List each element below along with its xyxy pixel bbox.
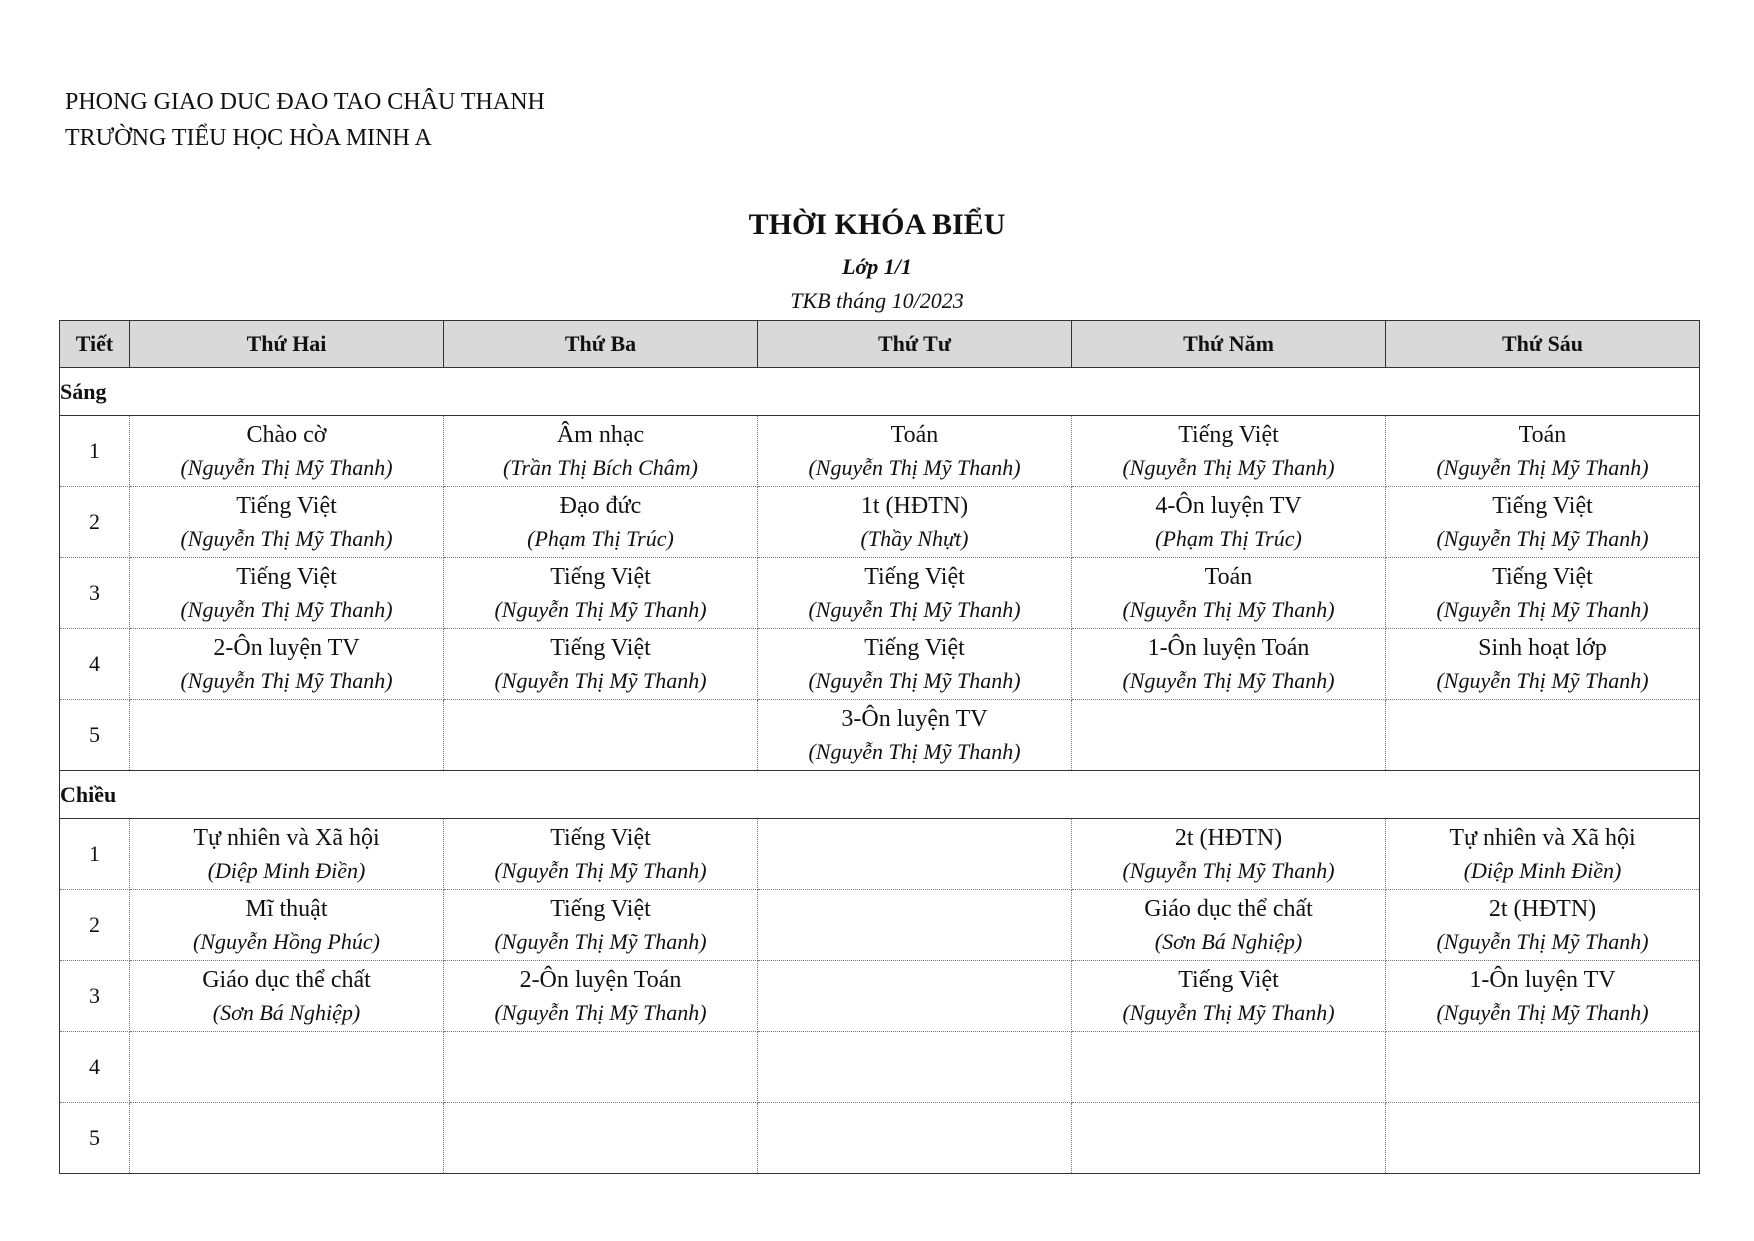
teacher-name: (Nguyễn Thị Mỹ Thanh): [1122, 1000, 1335, 1025]
teacher-name: (Nguyễn Thị Mỹ Thanh): [494, 929, 707, 954]
department-name: PHONG GIAO DUC ĐAO TAO CHÂU THANH: [65, 89, 545, 115]
schedule-cell-thu-nam: [1072, 819, 1386, 890]
subject-name: 2-Ôn luyện Toán: [519, 967, 682, 993]
schedule-cell-thu-sau: [1386, 629, 1700, 700]
subject-name: 2t (HĐTN): [1174, 825, 1283, 851]
period-number: 4: [60, 629, 130, 700]
schedule-cell-thu-hai: [130, 1032, 444, 1103]
subject-name: Toán: [1518, 422, 1567, 448]
column-header-thu-ba: Thứ Ba: [444, 321, 758, 368]
subject-name: Chào cờ: [246, 422, 327, 448]
teacher-name: (Thầy Nhựt): [860, 526, 969, 551]
header-row: [60, 321, 1700, 368]
table-row: [60, 890, 1700, 961]
subject-name: Tiếng Việt: [550, 635, 651, 661]
schedule-cell-thu-hai: [130, 700, 444, 771]
schedule-cell-thu-sau: [1386, 558, 1700, 629]
schedule-cell-thu-sau: [1386, 1103, 1700, 1174]
schedule-cell-thu-tu: [758, 961, 1072, 1032]
teacher-name: (Nguyễn Thị Mỹ Thanh): [494, 668, 707, 693]
teacher-name: (Nguyễn Thị Mỹ Thanh): [180, 668, 393, 693]
teacher-name: (Phạm Thị Trúc): [1155, 526, 1302, 551]
subject-name: Tiếng Việt: [550, 896, 651, 922]
subject-name: 1-Ôn luyện Toán: [1147, 635, 1310, 661]
subject-name: 1t (HĐTN): [860, 493, 969, 519]
teacher-name: (Diệp Minh Điền): [207, 858, 366, 883]
column-header-thu-hai: Thứ Hai: [130, 321, 444, 368]
period-number: 1: [60, 416, 130, 487]
subject-name: 4-Ôn luyện TV: [1155, 493, 1302, 519]
schedule-cell-thu-nam: [1072, 890, 1386, 961]
schedule-cell-thu-tu: [758, 700, 1072, 771]
period-number: 5: [60, 1103, 130, 1174]
schedule-cell-thu-ba: [444, 1103, 758, 1174]
schedule-cell-thu-tu: [758, 558, 1072, 629]
subject-name: Tự nhiên và Xã hội: [1449, 825, 1636, 851]
schedule-cell-thu-hai: [130, 1103, 444, 1174]
table-row: [60, 961, 1700, 1032]
teacher-name: (Nguyễn Hồng Phúc): [193, 929, 380, 954]
timetable: [59, 320, 1700, 1174]
teacher-name: (Diệp Minh Điền): [1463, 858, 1622, 883]
schedule-cell-thu-sau: [1386, 416, 1700, 487]
schedule-cell-thu-tu: [758, 1032, 1072, 1103]
teacher-name: (Nguyễn Thị Mỹ Thanh): [1122, 597, 1335, 622]
schedule-cell-thu-sau: [1386, 487, 1700, 558]
subject-name: Tiếng Việt: [550, 825, 651, 851]
subject-name: 3-Ôn luyện TV: [841, 706, 988, 732]
teacher-name: (Nguyễn Thị Mỹ Thanh): [1436, 597, 1649, 622]
table-row: [60, 1032, 1700, 1103]
subject-name: 2-Ôn luyện TV: [213, 635, 360, 661]
column-header-thu-tu: Thứ Tư: [758, 321, 1072, 368]
table-row: [60, 819, 1700, 890]
period-number: 1: [60, 819, 130, 890]
schedule-cell-thu-ba: [444, 961, 758, 1032]
teacher-name: (Sơn Bá Nghiệp): [212, 1000, 361, 1025]
teacher-name: (Nguyễn Thị Mỹ Thanh): [1436, 526, 1649, 551]
teacher-name: (Nguyễn Thị Mỹ Thanh): [1436, 1000, 1649, 1025]
subject-name: Toán: [1204, 564, 1253, 590]
schedule-cell-thu-hai: [130, 487, 444, 558]
table-row: [60, 629, 1700, 700]
teacher-name: (Nguyễn Thị Mỹ Thanh): [808, 739, 1021, 764]
teacher-name: (Sơn Bá Nghiệp): [1154, 929, 1303, 954]
subject-name: Sinh hoạt lớp: [1478, 635, 1607, 661]
title-block: [0, 206, 1754, 316]
schedule-cell-thu-hai: [130, 416, 444, 487]
school-name: TRƯỜNG TIỂU HỌC HÒA MINH A: [65, 125, 432, 151]
schedule-cell-thu-sau: [1386, 700, 1700, 771]
subject-name: Mĩ thuật: [245, 896, 328, 922]
table-row: [60, 700, 1700, 771]
subject-name: Tự nhiên và Xã hội: [193, 825, 380, 851]
schedule-cell-thu-nam: [1072, 558, 1386, 629]
teacher-name: (Nguyễn Thị Mỹ Thanh): [1436, 455, 1649, 480]
subject-name: Giáo dục thể chất: [202, 967, 371, 993]
teacher-name: (Nguyễn Thị Mỹ Thanh): [1436, 929, 1649, 954]
teacher-name: (Nguyễn Thị Mỹ Thanh): [808, 597, 1021, 622]
period-number: 3: [60, 558, 130, 629]
teacher-name: (Nguyễn Thị Mỹ Thanh): [494, 1000, 707, 1025]
schedule-cell-thu-nam: [1072, 1032, 1386, 1103]
teacher-name: (Nguyễn Thị Mỹ Thanh): [180, 526, 393, 551]
schedule-cell-thu-tu: [758, 890, 1072, 961]
subject-name: Tiếng Việt: [236, 493, 337, 519]
table-row: [60, 558, 1700, 629]
schedule-cell-thu-hai: [130, 819, 444, 890]
subject-name: Tiếng Việt: [1178, 967, 1279, 993]
teacher-name: (Nguyễn Thị Mỹ Thanh): [1122, 668, 1335, 693]
schedule-cell-thu-nam: [1072, 416, 1386, 487]
schedule-cell-thu-nam: [1072, 487, 1386, 558]
teacher-name: (Nguyễn Thị Mỹ Thanh): [1122, 858, 1335, 883]
schedule-cell-thu-tu: [758, 819, 1072, 890]
schedule-cell-thu-ba: [444, 416, 758, 487]
schedule-cell-thu-hai: [130, 629, 444, 700]
schedule-cell-thu-hai: [130, 961, 444, 1032]
subject-name: Giáo dục thể chất: [1144, 896, 1313, 922]
class-name: Lớp 1/1: [842, 254, 912, 279]
teacher-name: (Nguyễn Thị Mỹ Thanh): [808, 455, 1021, 480]
schedule-cell-thu-tu: [758, 1103, 1072, 1174]
teacher-name: (Nguyễn Thị Mỹ Thanh): [494, 597, 707, 622]
subject-name: Toán: [890, 422, 939, 448]
schedule-cell-thu-ba: [444, 629, 758, 700]
subject-name: 1-Ôn luyện TV: [1469, 967, 1616, 993]
table-row: [60, 1103, 1700, 1174]
session-label: Chiều: [60, 771, 1700, 819]
schedule-cell-thu-ba: [444, 890, 758, 961]
schedule-cell-thu-nam: [1072, 700, 1386, 771]
schedule-cell-thu-tu: [758, 629, 1072, 700]
schedule-cell-thu-sau: [1386, 890, 1700, 961]
subject-name: Đạo đức: [559, 493, 642, 519]
page-title: THỜI KHÓA BIỂU: [748, 208, 1006, 241]
table-row: [60, 487, 1700, 558]
period-number: 5: [60, 700, 130, 771]
table-row: [60, 416, 1700, 487]
schedule-cell-thu-ba: [444, 487, 758, 558]
schedule-cell-thu-sau: [1386, 1032, 1700, 1103]
subject-name: Tiếng Việt: [1178, 422, 1279, 448]
teacher-name: (Nguyễn Thị Mỹ Thanh): [180, 455, 393, 480]
subject-name: Tiếng Việt: [864, 564, 965, 590]
schedule-period: TKB tháng 10/2023: [790, 288, 964, 313]
subject-name: 2t (HĐTN): [1488, 896, 1597, 922]
period-number: 2: [60, 890, 130, 961]
schedule-cell-thu-sau: [1386, 819, 1700, 890]
schedule-cell-thu-ba: [444, 1032, 758, 1103]
schedule-cell-thu-hai: [130, 890, 444, 961]
timetable-body: [60, 368, 1700, 1174]
period-number: 3: [60, 961, 130, 1032]
subject-name: Tiếng Việt: [550, 564, 651, 590]
teacher-name: (Phạm Thị Trúc): [527, 526, 674, 551]
teacher-name: (Nguyễn Thị Mỹ Thanh): [180, 597, 393, 622]
schedule-cell-thu-ba: [444, 819, 758, 890]
subject-name: Tiếng Việt: [236, 564, 337, 590]
column-header-thu-sau: Thứ Sáu: [1386, 321, 1700, 368]
schedule-cell-thu-ba: [444, 700, 758, 771]
teacher-name: (Nguyễn Thị Mỹ Thanh): [1122, 455, 1335, 480]
schedule-cell-thu-tu: [758, 487, 1072, 558]
period-number: 2: [60, 487, 130, 558]
teacher-name: (Trần Thị Bích Châm): [503, 455, 698, 480]
teacher-name: (Nguyễn Thị Mỹ Thanh): [494, 858, 707, 883]
schedule-cell-thu-sau: [1386, 961, 1700, 1032]
teacher-name: (Nguyễn Thị Mỹ Thanh): [1436, 668, 1649, 693]
session-row: [60, 368, 1700, 416]
column-header-thu-nam: Thứ Năm: [1072, 321, 1386, 368]
schedule-cell-thu-nam: [1072, 961, 1386, 1032]
school-header: [65, 84, 545, 156]
schedule-cell-thu-nam: [1072, 1103, 1386, 1174]
schedule-cell-thu-ba: [444, 558, 758, 629]
session-row: [60, 771, 1700, 819]
column-header-tiet: Tiết: [60, 321, 130, 368]
schedule-cell-thu-tu: [758, 416, 1072, 487]
period-number: 4: [60, 1032, 130, 1103]
teacher-name: (Nguyễn Thị Mỹ Thanh): [808, 668, 1021, 693]
subject-name: Tiếng Việt: [1492, 564, 1593, 590]
session-label: Sáng: [60, 368, 1700, 416]
subject-name: Tiếng Việt: [864, 635, 965, 661]
subject-name: Tiếng Việt: [1492, 493, 1593, 519]
subject-name: Âm nhạc: [556, 422, 645, 448]
schedule-cell-thu-hai: [130, 558, 444, 629]
schedule-cell-thu-nam: [1072, 629, 1386, 700]
